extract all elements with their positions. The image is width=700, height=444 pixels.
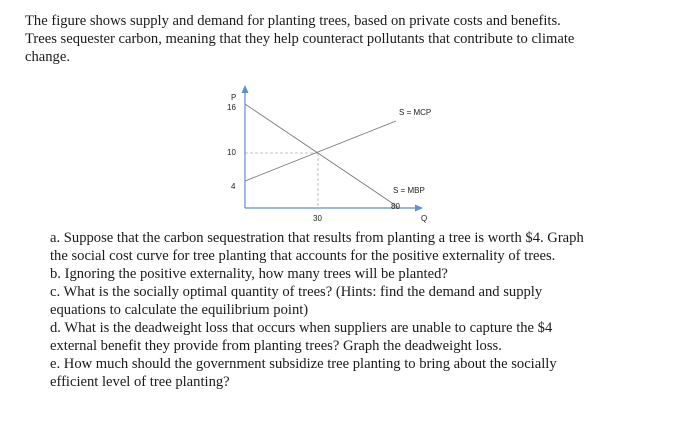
question-c-line-1: c. What is the socially optimal quantity of trees? (Hints: find the demand and supply [50, 284, 543, 300]
supply-demand-figure [215, 80, 455, 233]
question-a-line-1: a. Suppose that the carbon sequestration that results from planting a tree is worth $4. Graph [50, 230, 584, 246]
intro-line-2: Trees sequester carbon, meaning that they help counteract pollutants that contribute to climate [25, 31, 575, 47]
y-axis-arrow-icon [242, 85, 249, 93]
y-tick-16: 16 [227, 103, 236, 112]
question-e-line-1: e. How much should the government subsidize tree planting to bring about the socially [50, 356, 557, 372]
intro-line-3: change. [25, 49, 70, 65]
x-axis-arrow-icon [415, 205, 423, 212]
demand-curve-label: S = MBP [393, 186, 425, 195]
question-e-line-2: efficient level of tree planting? [50, 374, 230, 390]
question-list [50, 229, 680, 391]
demand-curve [245, 104, 398, 207]
supply-curve [245, 121, 396, 181]
y-axis-label: P [231, 93, 237, 102]
x-tick-30: 30 [313, 214, 322, 223]
problem-intro [25, 12, 675, 66]
question-c-line-2: equations to calculate the equilibrium point) [50, 302, 309, 318]
x-tick-80: 80 [391, 202, 400, 211]
supply-demand-graph [215, 80, 455, 228]
question-a-line-2: the social cost curve for tree planting that accounts for the positive externality of trees. [50, 248, 556, 264]
question-d-line-1: d. What is the deadweight loss that occurs when suppliers are unable to capture the $4 [50, 320, 553, 336]
question-b: b. Ignoring the positive externality, how many trees will be planted? [50, 266, 448, 282]
y-tick-4: 4 [231, 182, 236, 191]
x-axis-label: Q [421, 214, 428, 223]
supply-curve-label: S = MCP [399, 108, 432, 117]
y-tick-10: 10 [227, 148, 236, 157]
question-d-line-2: external benefit they provide from planting trees? Graph the deadweight loss. [50, 338, 502, 354]
intro-line-1: The figure shows supply and demand for planting trees, based on private costs and benefits. [25, 13, 561, 29]
